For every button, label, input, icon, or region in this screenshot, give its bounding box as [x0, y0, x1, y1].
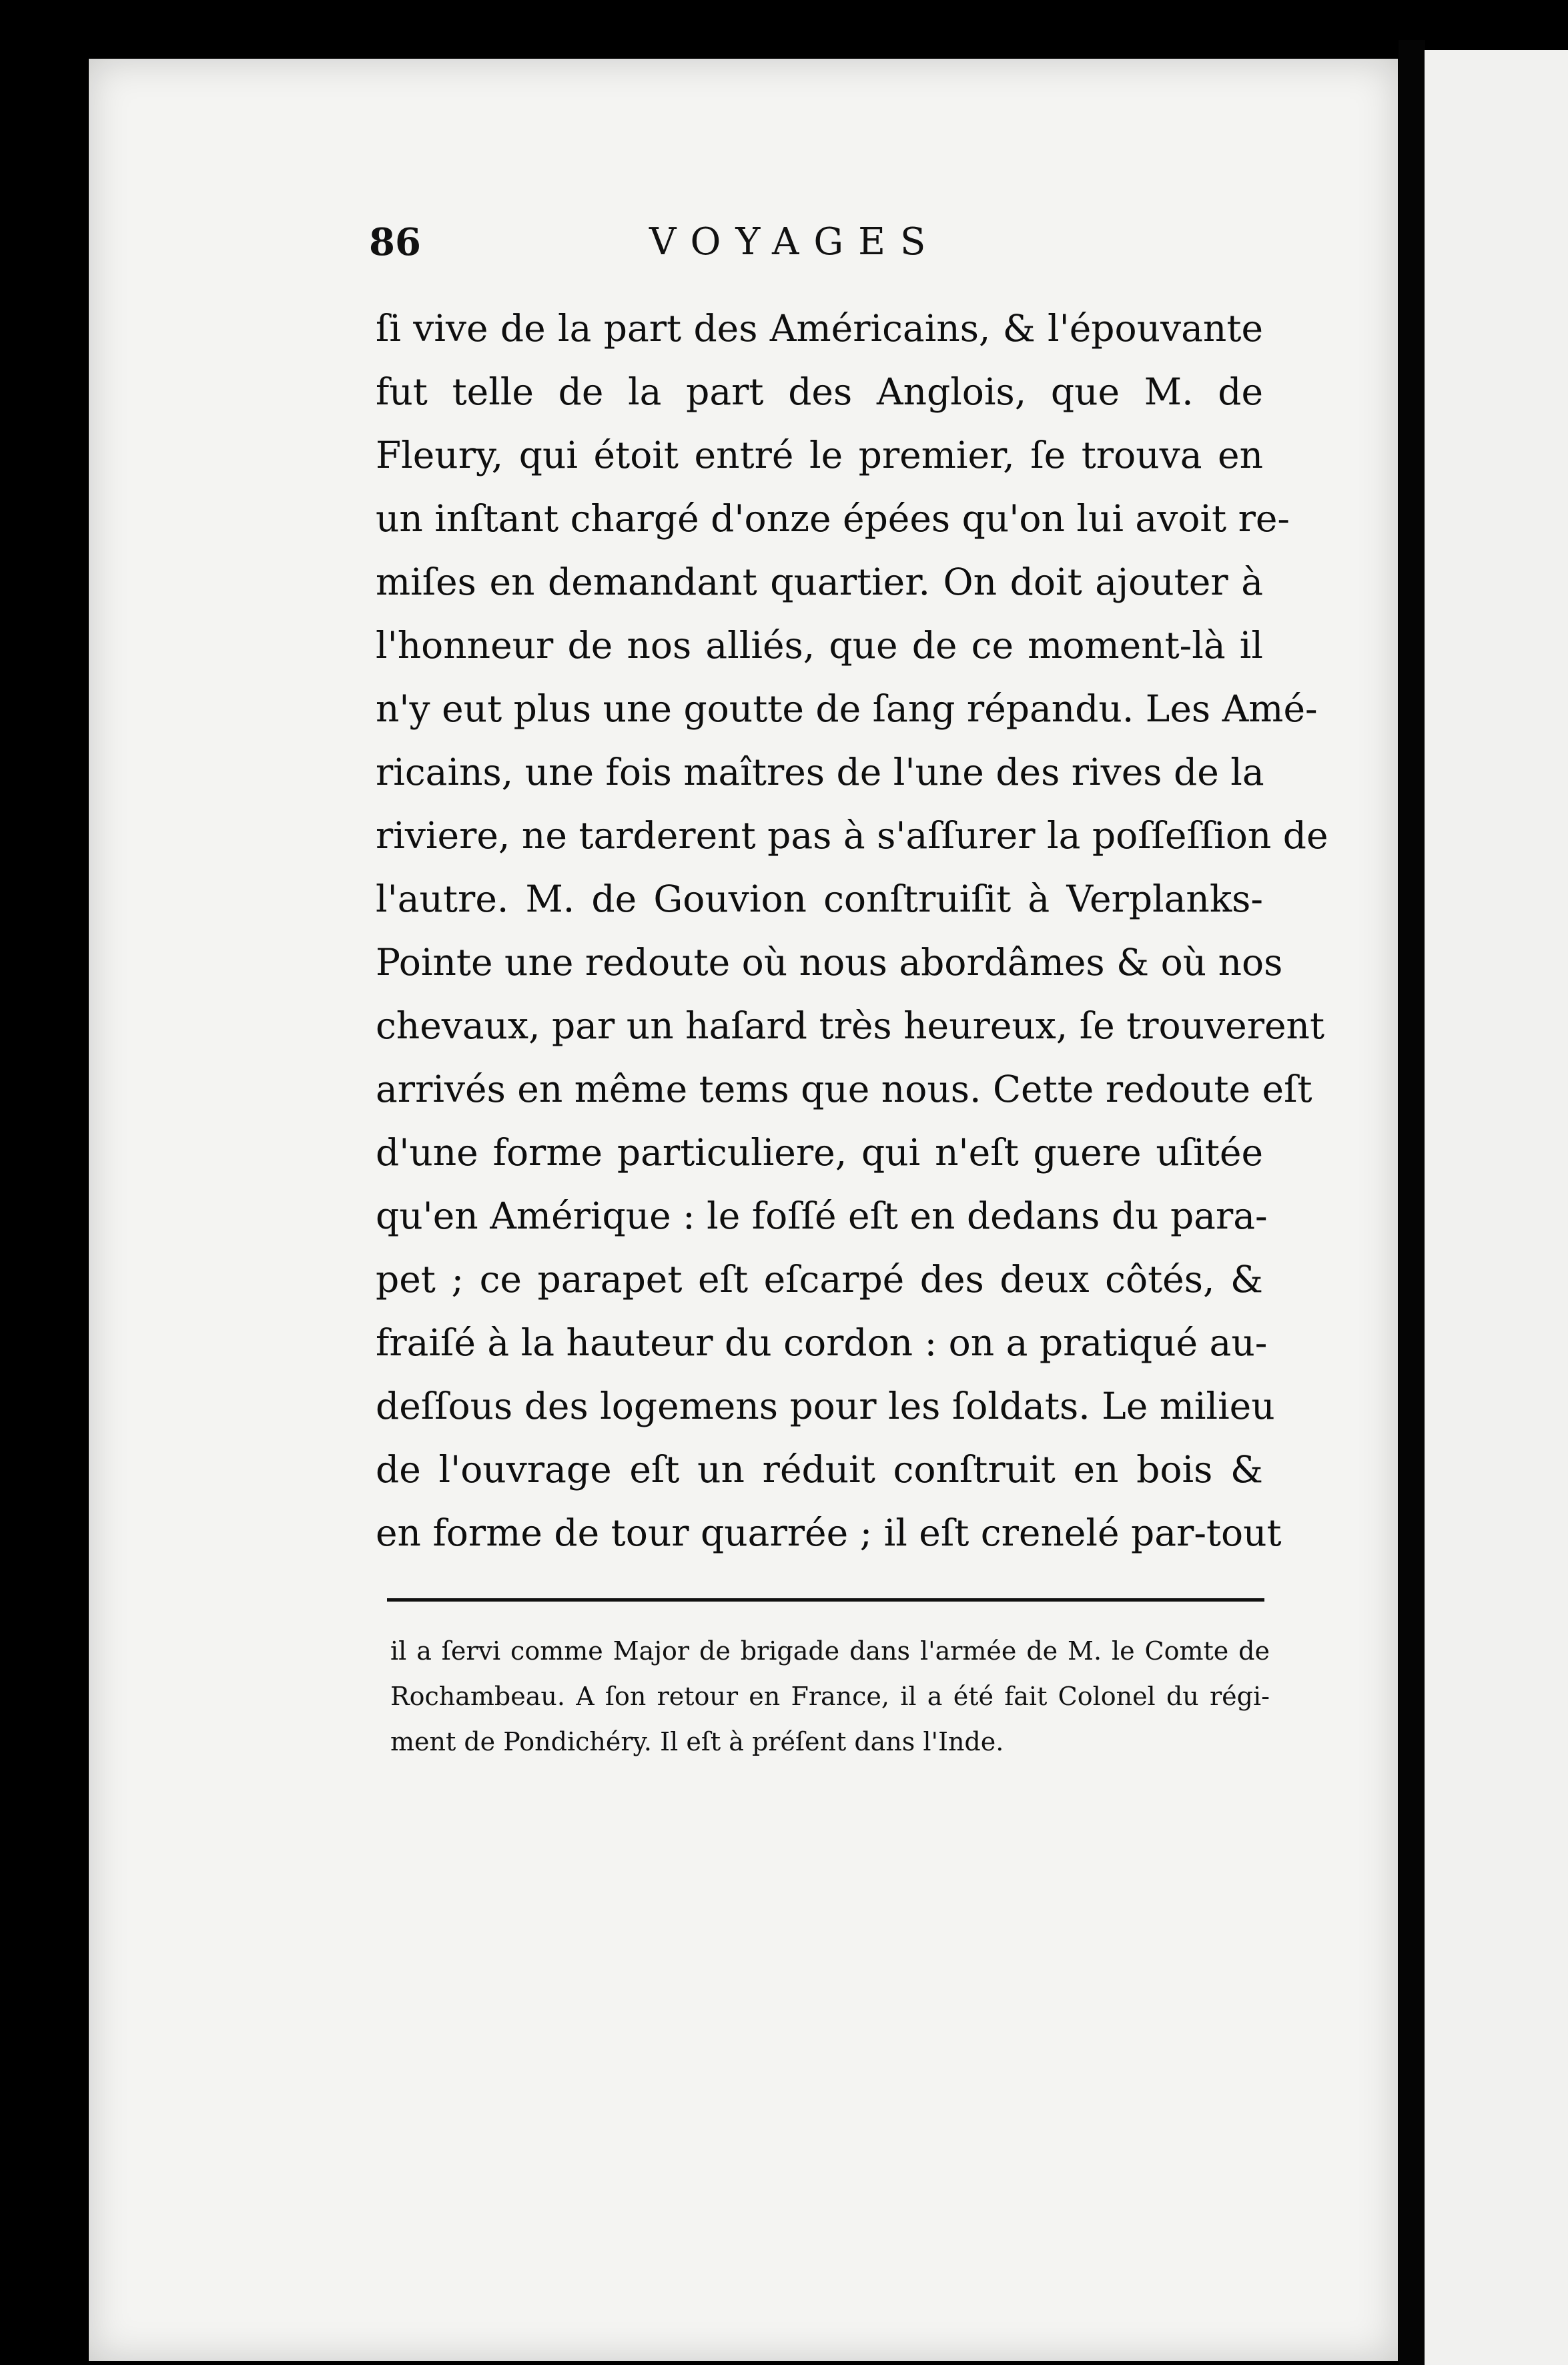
- page-number: 86: [369, 220, 421, 264]
- text-line: Fleury, qui étoit entré le premier, ſe trouva en: [376, 434, 1263, 476]
- text-line: Pointe une redoute où nous abordâmes & où nos: [376, 941, 1283, 984]
- text-line: qu'en Amérique : le foſſé eſt en dedans du para-: [376, 1195, 1268, 1237]
- text-line: l'autre. M. de Gouvion conſtruiſit à Verplanks-: [376, 878, 1263, 920]
- text-line: en forme de tour quarrée ; il eſt crenelé par-tout: [376, 1511, 1282, 1554]
- text-line: d'une forme particuliere, qui n'eſt guere uſitée: [376, 1131, 1263, 1174]
- text-line: ſi vive de la part des Américains, & l'épouvante: [376, 307, 1263, 350]
- footnote-line: ment de Pondichéry. Il eſt à préſent dans l'Inde.: [390, 1727, 1004, 1756]
- text-line: de l'ouvrage eſt un réduit conſtruit en bois &: [376, 1448, 1263, 1491]
- text-line: pet ; ce parapet eſt eſcarpé des deux côtés, &: [376, 1258, 1263, 1301]
- text-line: arrivés en même tems que nous. Cette redoute eſt: [376, 1068, 1312, 1110]
- text-line: fut telle de la part des Anglois, que M. de: [376, 370, 1263, 413]
- text-line: un inſtant chargé d'onze épées qu'on lui avoit re-: [376, 497, 1290, 540]
- text-line: riviere, ne tarderent pas à s'aſſurer la poſſeſſion de: [376, 814, 1328, 857]
- text-line: l'honneur de nos alliés, que de ce moment-là il: [376, 624, 1263, 667]
- text-line: chevaux, par un haſard très heureux, ſe trouverent: [376, 1004, 1325, 1047]
- body-text: [376, 297, 1328, 1565]
- footnote-rule: [387, 1598, 1264, 1602]
- text-line: n'y eut plus une goutte de ſang répandu. Les Amé-: [376, 687, 1318, 730]
- text-line: miſes en demandant quartier. On doit ajouter à: [376, 561, 1263, 603]
- page-header: [369, 220, 1250, 280]
- text-line: ricains, une fois maîtres de l'une des rives de la: [376, 751, 1264, 793]
- running-title: VOYAGES: [649, 220, 941, 264]
- facing-page-edge: [1425, 50, 1568, 2365]
- book-gutter: [1399, 40, 1425, 2365]
- footnote: [390, 1628, 1270, 1764]
- footnote-line: Rochambeau. A ſon retour en France, il a été fait Colonel du régi-: [390, 1682, 1270, 1711]
- text-line: deſſous des logemens pour les ſoldats. Le milieu: [376, 1385, 1275, 1427]
- text-line: fraiſé à la hauteur du cordon : on a pratiqué au-: [376, 1321, 1268, 1364]
- footnote-line: il a ſervi comme Major de brigade dans l'armée de M. le Comte de: [390, 1636, 1270, 1666]
